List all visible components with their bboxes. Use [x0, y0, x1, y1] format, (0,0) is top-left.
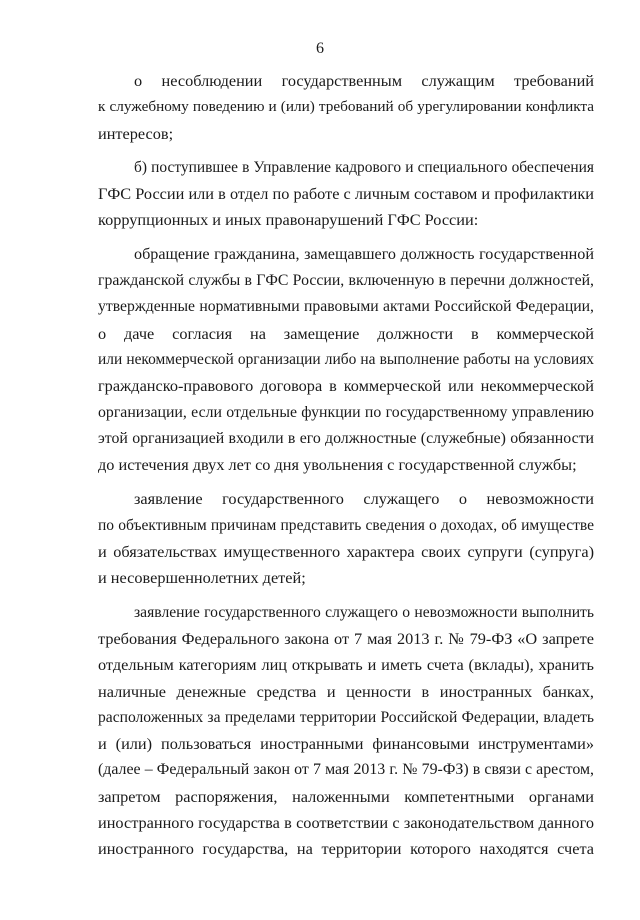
text-line: утвержденные нормативными правовыми актами Российской Федерации, [98, 298, 594, 316]
text-line: обращение гражданина, замещавшего должность государственной [134, 245, 594, 263]
text-line: этой организацией входили в его должностные (служебные) обязанности [98, 429, 594, 447]
text-line: и обязательствах имущественного характера своих супруги (супруга) [98, 542, 594, 562]
text-line: к служебному поведению и (или) требований об урегулировании конфликта [98, 98, 594, 116]
text-line: или некоммерческой организации либо на выполнение работы на условиях [98, 350, 594, 368]
text-line: интересов; [98, 123, 174, 143]
paragraph-b [98, 155, 594, 234]
document-body [98, 68, 594, 863]
paragraph-foreign-accounts [98, 600, 594, 863]
text-line: ГФС России или в отдел по работе с личным составом и профилактики [98, 184, 594, 204]
text-line: отдельным категориям лиц открывать и иметь счета (вклады), хранить [98, 655, 594, 675]
text-line: гражданско-правового договора в коммерческой или некоммерческой [98, 376, 594, 396]
text-line: запретом распоряжения, наложенными компетентными органами [98, 786, 594, 806]
text-line: расположенных за пределами территории Российской Федерации, владеть [98, 708, 594, 726]
paragraph-gap [98, 147, 594, 155]
paragraph-citizen-appeal [98, 242, 594, 479]
text-line: до истечения двух лет со дня увольнения с государственной службы; [98, 455, 577, 475]
text-line: требования Федерального закона от 7 мая 2013 г. № 79-ФЗ «О запрете [98, 628, 594, 648]
text-line: (далее – Федеральный закон от 7 мая 2013 г. № 79-ФЗ) в связи с арестом, [98, 761, 594, 779]
text-line: по объективным причинам представить сведения о доходах, об имуществе [98, 516, 594, 534]
page-number: 6 [316, 40, 324, 57]
text-line: о несоблюдении государственным служащим требований [134, 71, 594, 90]
paragraph-nonobservance [98, 68, 594, 147]
text-line: гражданской службы в ГФС России, включенную в перечни должностей, [98, 272, 594, 290]
paragraph-gap [98, 478, 594, 486]
text-line: иностранного государства, на территории которого находятся счета [98, 839, 594, 859]
text-line: иностранного государства в соответствии с законодательством данного [98, 813, 594, 833]
paragraph-gap [98, 592, 594, 600]
text-line: заявление государственного служащего о невозможности [134, 489, 594, 509]
text-line: организации, если отдельные функции по государственному управлению [98, 403, 594, 421]
text-line: и несовершеннолетних детей; [98, 568, 306, 588]
text-line: и (или) пользоваться иностранными финансовыми инструментами» [98, 734, 594, 754]
text-line: б) поступившее в Управление кадрового и специального обеспечения [134, 158, 594, 176]
text-line: заявление государственного служащего о невозможности выполнить [134, 603, 594, 621]
text-line: коррупционных и иных правонарушений ГФС России: [98, 210, 479, 230]
text-line: о даче согласия на замещение должности в коммерческой [98, 323, 594, 343]
paragraph-gap [98, 234, 594, 242]
paragraph-income-statement [98, 486, 594, 591]
text-line: наличные денежные средства и ценности в иностранных банках, [98, 681, 594, 701]
